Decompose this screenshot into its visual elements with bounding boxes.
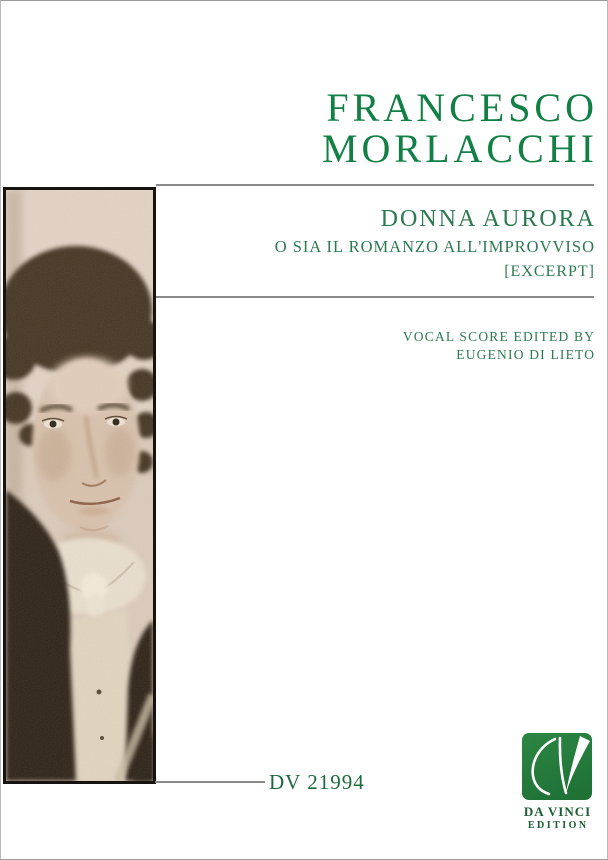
horizontal-rule-middle bbox=[156, 296, 594, 298]
horizontal-rule-top bbox=[156, 184, 594, 186]
publisher-logo bbox=[519, 733, 595, 831]
horizontal-rule-catalog bbox=[155, 781, 265, 783]
catalog-number: DV 21994 bbox=[269, 770, 365, 794]
editor-credit bbox=[403, 328, 594, 364]
work-title-block bbox=[275, 207, 594, 280]
composer-name bbox=[321, 85, 598, 171]
da-vinci-monogram-icon bbox=[522, 733, 592, 800]
work-subtitle: O SIA IL ROMANZO ALL'IMPROVVISO bbox=[274, 237, 595, 256]
work-title: DONNA AURORA bbox=[380, 206, 596, 232]
publisher-division: EDITION bbox=[527, 820, 589, 831]
credit-editor-name: EUGENIO DI LIETO bbox=[456, 347, 596, 362]
composer-first-name: FRANCESCO bbox=[326, 85, 598, 130]
credit-role: VOCAL SCORE EDITED BY bbox=[402, 329, 596, 344]
excerpt-note: [EXCERPT] bbox=[504, 263, 595, 280]
composer-last-name: MORLACCHI bbox=[321, 126, 598, 171]
publisher-name: DA VINCI bbox=[523, 804, 592, 819]
composer-portrait-image bbox=[6, 190, 153, 781]
composer-portrait bbox=[3, 187, 156, 784]
